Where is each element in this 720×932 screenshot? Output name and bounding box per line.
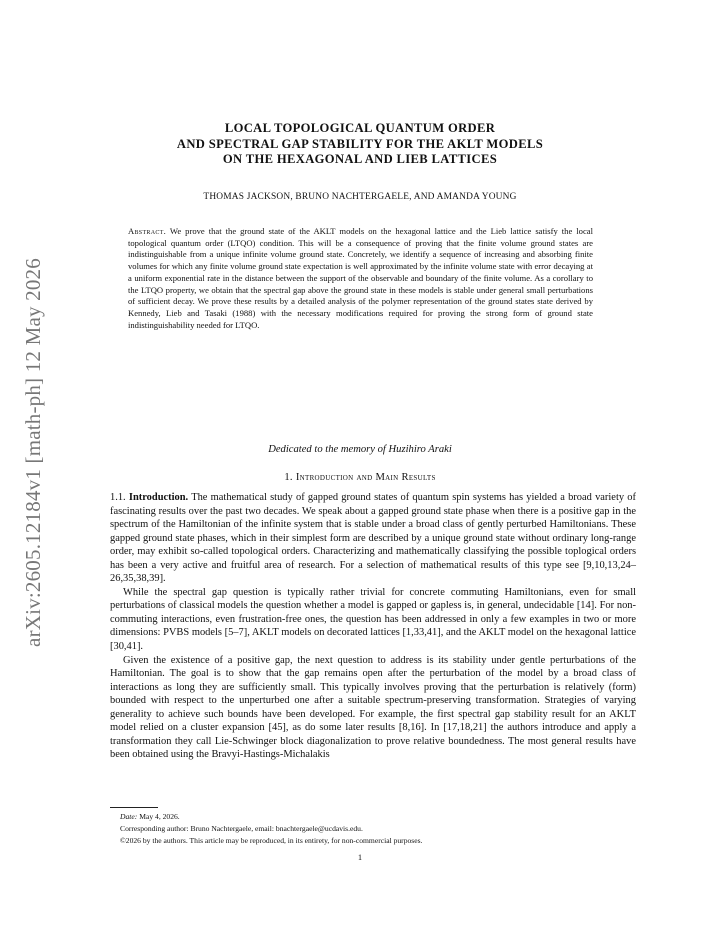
paper-title xyxy=(110,121,610,168)
title-line-3: ON THE HEXAGONAL AND LIEB LATTICES xyxy=(222,152,498,166)
abstract xyxy=(128,226,593,331)
title-line-2: AND SPECTRAL GAP STABILITY FOR THE AKLT MODELS xyxy=(176,136,544,151)
arxiv-identifier-sidebar xyxy=(21,245,45,660)
date-value: May 4, 2026. xyxy=(139,812,180,821)
title-line-1: LOCAL TOPOLOGICAL QUANTUM ORDER xyxy=(224,121,496,135)
author-list: THOMAS JACKSON, BRUNO NACHTERGAELE, AND AMANDA YOUNG xyxy=(203,192,517,202)
body-text xyxy=(110,491,636,762)
page-number: 1 xyxy=(357,852,363,862)
footnotes xyxy=(110,811,650,848)
paragraph-1-text: The mathematical study of gapped ground states of quantum spin systems has yielded a broad variety of fascinating results over the past two decades. We speak about a gapped ground state phase when there is a positive gap in the spectrum of the Hamiltonian of the infinite system that is stable under a broad class of gently perturbed Hamiltonians. These gapped ground state phases, which in their simplest form are described by a unique ground state without ordinary long-range order, may exhibit so-called topological orders. Characterizing and mathematically classifying the possible toplogical orders has been a very active and fruitful area of research. For a selection of mathematical results of this type see [9,10,13,24–26,35,38,39]. xyxy=(110,492,636,585)
dedication: Dedicated to the memory of Huzihiro Araki xyxy=(268,444,452,455)
subsection-number: 1.1. xyxy=(110,492,126,503)
footnote-corresponding-author: Corresponding author: Bruno Nachtergaele, email: bnachtergaele@ucdavis.edu. xyxy=(120,824,363,834)
paragraph-3: Given the existence of a positive gap, the next question to address is its stability under gentle perturbations of the Hamiltonian. The goal is to show that the gap remains open after the perturbation of the model by a broad class of interactions as long they are sufficiently small. This typically involves proving that the perturbation is relatively (form) bounded with respect to the unperturbed one after a suitable spectrum-preserving transformation. Strategies of varying generality to achieve such bounds have been developed. For example, the first spectral gap stability result for an AKLT model relied on a cluster expansion [45], as do some later results [8,16]. In [17,18,21] the authors introduce and apply a transformation they call Lie-Schwinger block diagonalization to prove relative boundedness. The most general results have been obtained using the Bravyi-Hastings-Michalakis xyxy=(110,654,636,761)
paragraph-1 xyxy=(110,491,636,586)
date-label: Date: xyxy=(120,812,138,821)
paragraph-2: While the spectral gap question is typically rather trivial for concrete commuting Hamiltonians, even for small perturbations of classical models the question whether a model is gapped or gapless is, in general, undecidable [14]. For non-commuting interactions, even frustration-free ones, the question has been addressed in only a few examples in two or more dimensions: PVBS models [5–7], AKLT models on decorated lattices [1,33,41], and the AKLT model on the hexagonal lattice [30,41]. xyxy=(110,586,636,653)
section-heading: 1. Introduction and Main Results xyxy=(284,472,436,483)
abstract-text: We prove that the ground state of the AKLT models on the hexagonal lattice and the Lieb lattice satisfy the local topological quantum order (LTQO) condition. This will be a consequence of proving that the finite volume ground states are indistinguishable from a unique infinite volume ground state. Concretely, we identify a sequence of increasing and absorbing finite volumes for which any finite volume ground state expectation is well approximated by the infinite volume state with error decaying at a uniform exponential rate in the distance between the support of the observable and boundary of the finite volume. As a corollary to the LTQO property, we obtain that the spectral gap above the ground state in these models is stable under general small perturbations of sufficient decay. We prove these results by a detailed analysis of the polymer representation of the ground states state derived by Kennedy, Lieb and Tasaki (1988) with the necessary modifications required for proving the strong form of ground state indistinguishability needed for LTQO. xyxy=(128,226,593,330)
subsection-title: Introduction. xyxy=(128,492,189,503)
footnote-copyright: ©2026 by the authors. This article may be reproduced, in its entirety, for non-commercial purposes. xyxy=(120,836,423,846)
footnote-date xyxy=(110,811,650,823)
arxiv-identifier: arXiv:2605.12184v1 [math-ph] 12 May 2026 xyxy=(20,258,45,647)
footnote-rule xyxy=(110,807,158,808)
abstract-label: Abstract. xyxy=(128,226,167,236)
